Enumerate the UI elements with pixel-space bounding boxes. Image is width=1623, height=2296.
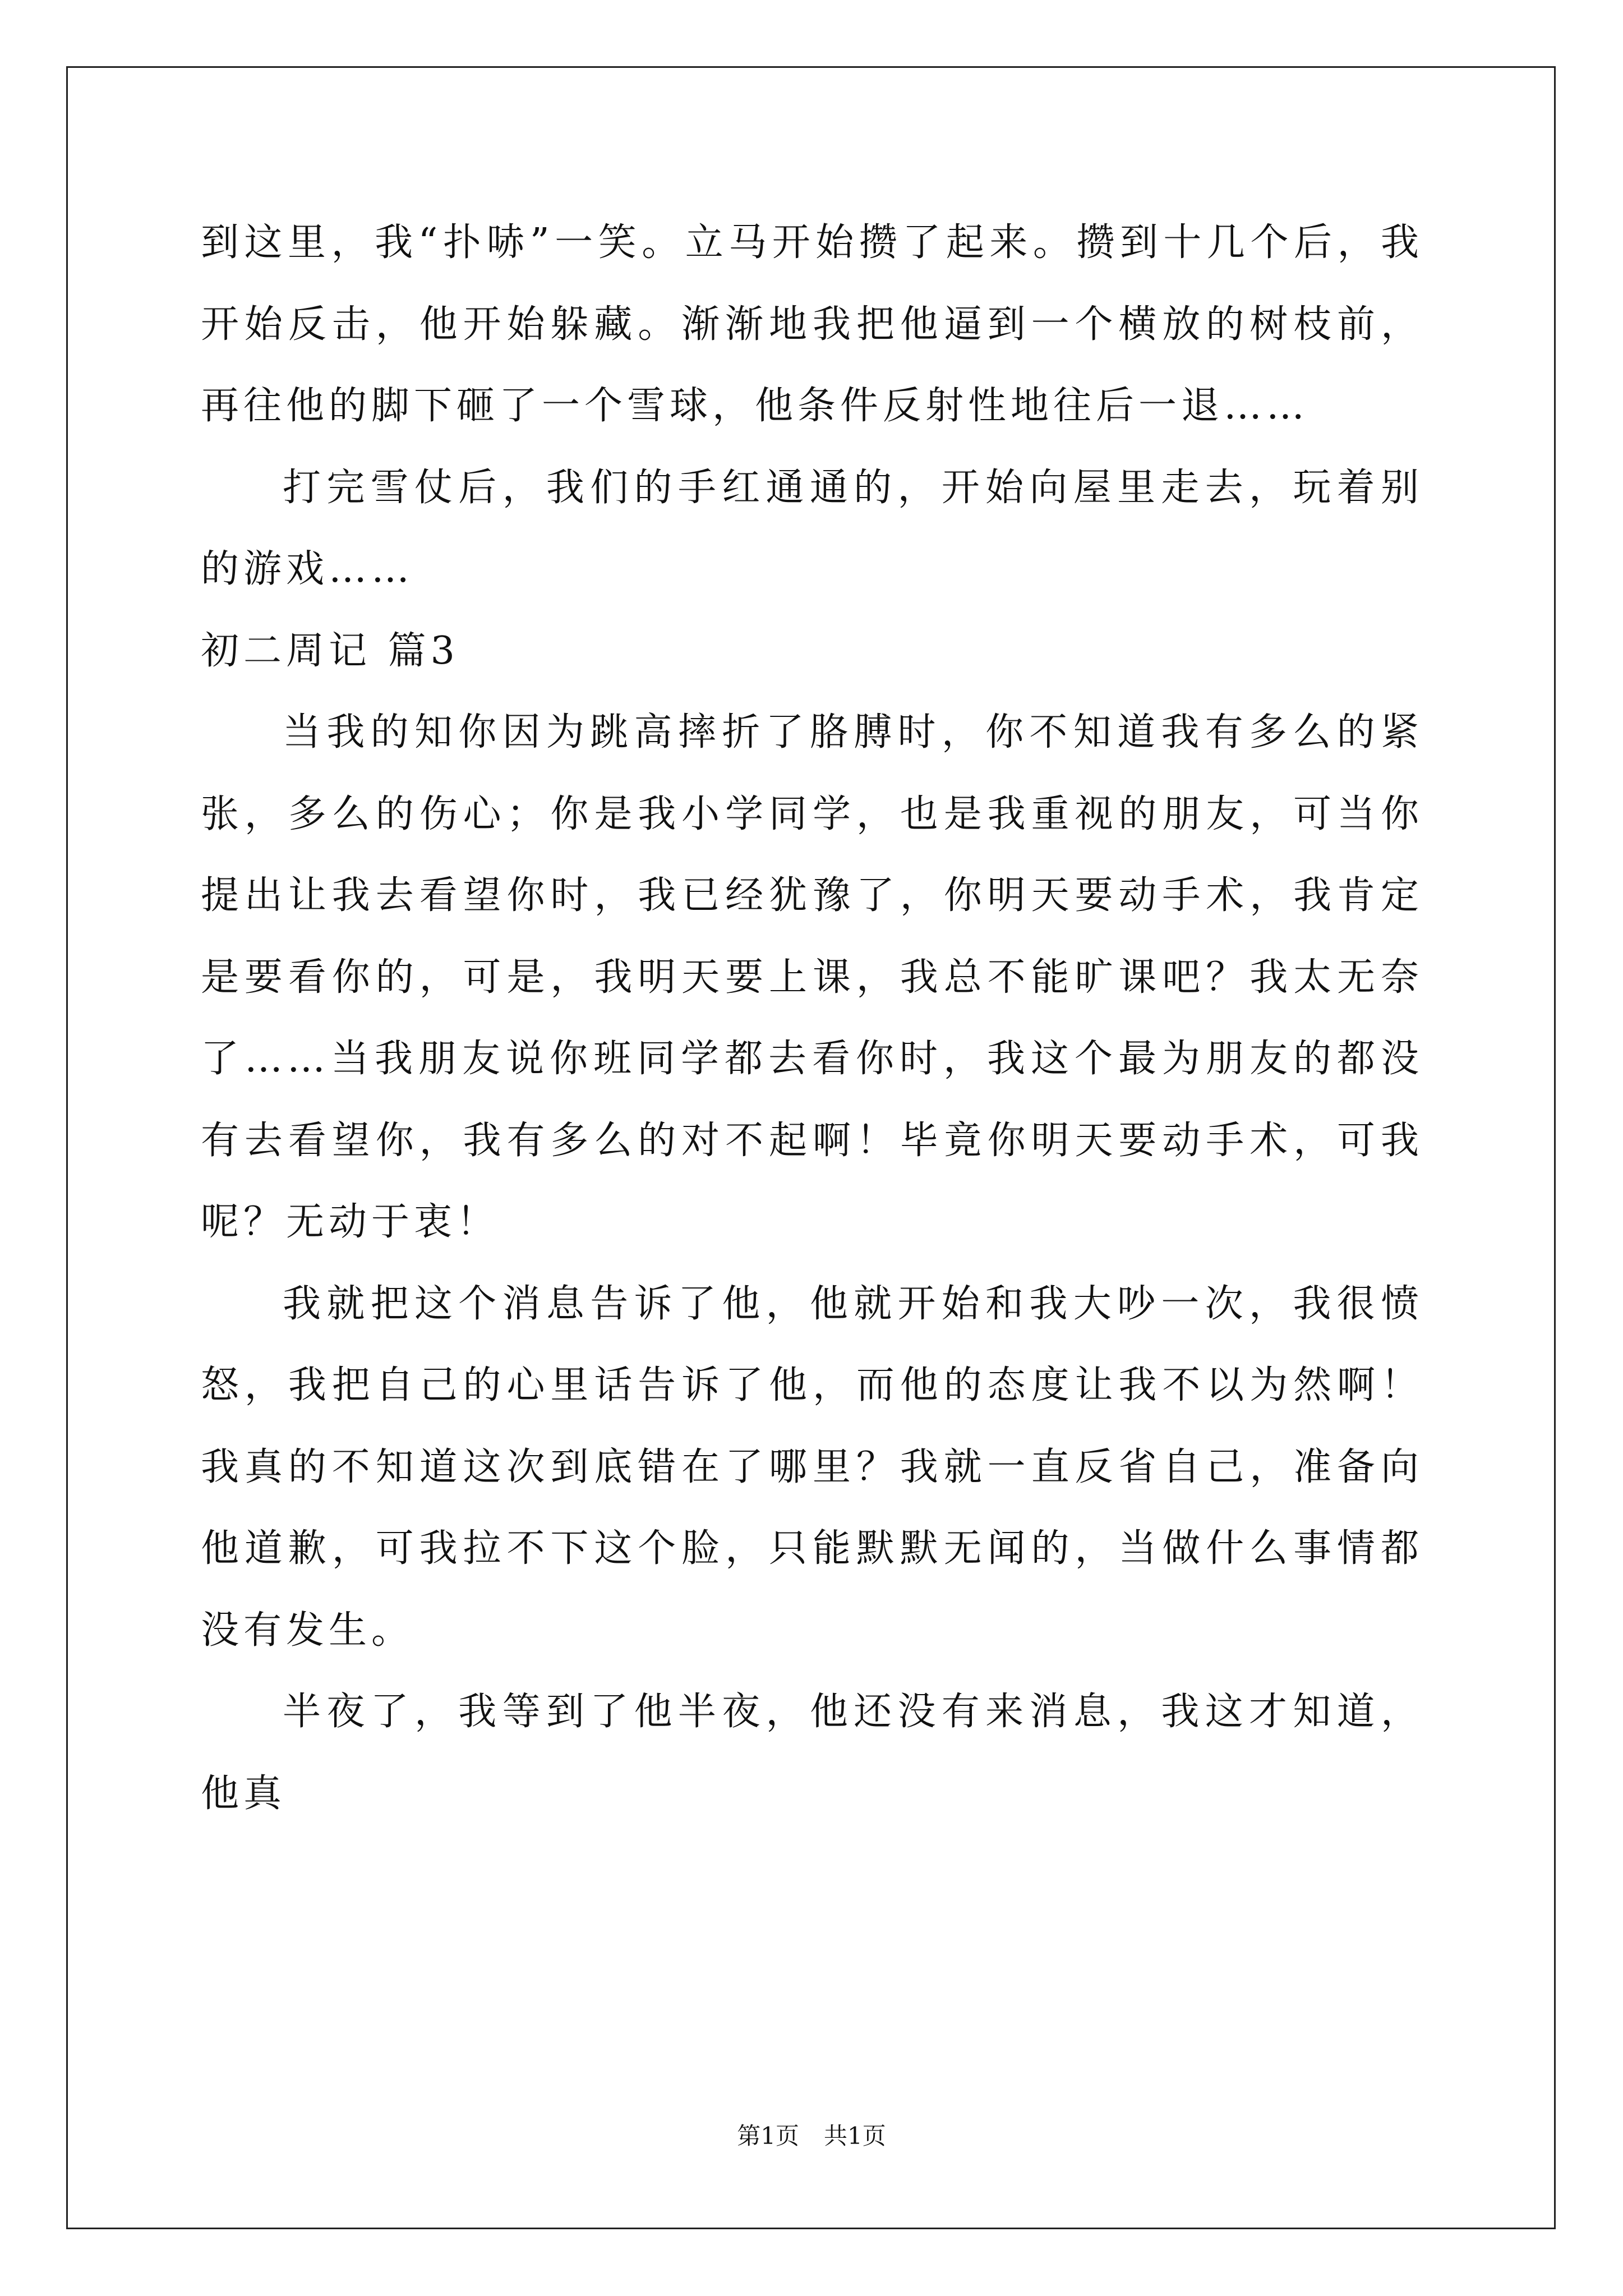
paragraph: 打完雪仗后，我们的手红通通的，开始向屋里走去，玩着别的游戏…… bbox=[201, 465, 1423, 591]
page-total: 共1页 bbox=[824, 2122, 886, 2150]
document-body bbox=[201, 202, 1423, 1834]
section-heading: 初二周记 篇3 bbox=[201, 628, 459, 673]
paragraph: 半夜了，我等到了他半夜，他还没有来消息，我这才知道，他真 bbox=[201, 1690, 1423, 1816]
page-number: 第1页 bbox=[737, 2122, 799, 2150]
paragraph: 我就把这个消息告诉了他，他就开始和我大吵一次，我很愤怒，我把自己的心里话告诉了他，而他的态度让我不以为然啊！我真的不知道这次到底错在了哪里？我就一直反省自己，准备向他道歉，可我拉不下这个脸，只能默默无闻的，当做什么事情都没有发生。 bbox=[201, 1281, 1423, 1653]
paragraph: 到这里，我“扑哧”一笑。立马开始攒了起来。攒到十几个后，我开始反击，他开始躲藏。渐渐地我把他逼到一个横放的树枝前，再往他的脚下砸了一个雪球，他条件反射性地往后一退…… bbox=[201, 220, 1423, 428]
page-footer bbox=[0, 2119, 1623, 2153]
paragraph: 当我的知你因为跳高摔折了胳膊时，你不知道我有多么的紧张，多么的伤心；你是我小学同学，也是我重视的朋友，可当你提出让我去看望你时，我已经犹豫了，你明天要动手术，我肯定是要看你的，可是，我明天要上课，我总不能旷课吧？我太无奈了……当我朋友说你班同学都去看你时，我这个最为朋友的都没有去看望你，我有多么的对不起啊！毕竟你明天要动手术，可我呢？无动于衷！ bbox=[201, 710, 1423, 1244]
